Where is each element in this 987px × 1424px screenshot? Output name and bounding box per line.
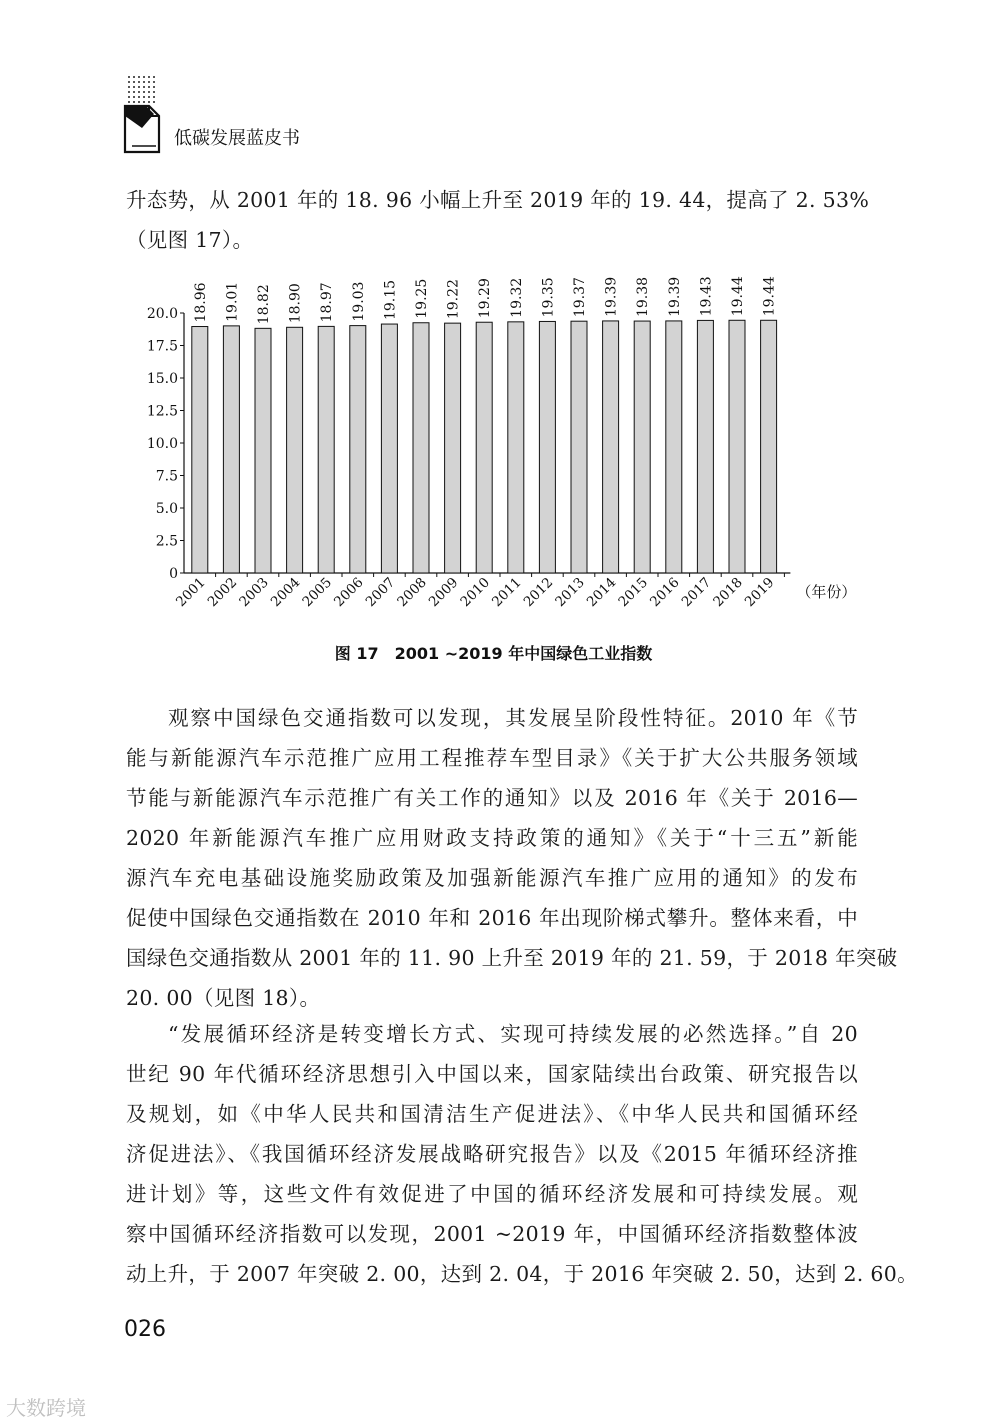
text-line: 升态势，从 2001 年的 18. 96 小幅上升至 2019 年的 19. 44，提高了 2. 53% bbox=[126, 188, 870, 212]
x-tick-label: 2007 bbox=[362, 574, 399, 611]
text-line: （见图 17）。 bbox=[126, 228, 254, 252]
book-series-title: 低碳发展蓝皮书 bbox=[174, 128, 300, 149]
paragraph-green-transport bbox=[126, 698, 898, 1018]
data-label: 19.38 bbox=[635, 276, 652, 318]
decor-dot bbox=[138, 81, 140, 83]
data-label: 19.39 bbox=[603, 276, 620, 317]
decor-dot bbox=[138, 91, 140, 93]
bar bbox=[223, 326, 239, 573]
decor-dot bbox=[153, 91, 155, 93]
decor-dot bbox=[138, 96, 140, 98]
decor-dot bbox=[148, 76, 150, 78]
decor-dot bbox=[133, 91, 135, 93]
y-tick-label: 7.5 bbox=[155, 468, 178, 485]
decor-dot bbox=[148, 81, 150, 83]
y-tick-label: 5.0 bbox=[155, 501, 178, 517]
data-label: 19.37 bbox=[572, 277, 588, 318]
data-label: 18.97 bbox=[319, 282, 336, 323]
x-tick-label: 2013 bbox=[552, 574, 588, 611]
bar bbox=[666, 321, 682, 573]
text-line: 节能与新能源汽车示范推广有关工作的通知》以及 2016 年《关于 2016— bbox=[126, 786, 858, 810]
decor-dot bbox=[153, 81, 155, 83]
text-line: 观察中国绿色交通指数可以发现，其发展呈阶段性特征。2010 年《节 bbox=[168, 706, 858, 730]
decor-dot bbox=[133, 96, 135, 98]
data-label: 19.29 bbox=[477, 278, 494, 319]
x-tick-label: 2002 bbox=[204, 574, 241, 611]
decor-dot bbox=[128, 81, 130, 83]
book-logo-icon bbox=[122, 102, 162, 156]
decor-dot bbox=[143, 86, 145, 88]
bar bbox=[634, 321, 650, 573]
x-tick-label: 2001 bbox=[173, 574, 209, 611]
data-label: 19.01 bbox=[224, 281, 241, 322]
bar bbox=[603, 321, 619, 573]
bar bbox=[476, 322, 492, 573]
decor-dot bbox=[128, 86, 130, 88]
bar bbox=[413, 323, 429, 573]
bar bbox=[697, 320, 713, 573]
data-label: 19.32 bbox=[508, 277, 525, 318]
text-line: 及规划，如《中华人民共和国清洁生产促进法》、《中华人民共和国循环经 bbox=[126, 1102, 858, 1126]
bar bbox=[318, 326, 334, 573]
x-tick-label: 2012 bbox=[520, 574, 557, 611]
x-tick-label: 2009 bbox=[425, 574, 462, 611]
text-line: 促使中国绿色交通指数在 2010 年和 2016 年出现阶梯式攀升。整体来看，中 bbox=[126, 906, 858, 930]
x-tick-label: 2006 bbox=[331, 574, 367, 611]
y-tick-label: 15.0 bbox=[146, 371, 178, 387]
bar bbox=[287, 327, 303, 573]
text-line: 20. 00（见图 18）。 bbox=[126, 986, 321, 1010]
decor-dot bbox=[153, 86, 155, 88]
data-label: 19.43 bbox=[698, 276, 715, 317]
data-label: 19.25 bbox=[414, 278, 430, 319]
bar bbox=[255, 328, 271, 573]
y-tick-label: 12.5 bbox=[146, 403, 178, 420]
decor-dot bbox=[138, 76, 140, 78]
text-line: 世纪 90 年代循环经济思想引入中国以来，国家陆续出台政策、研究报告以 bbox=[126, 1062, 858, 1086]
figure-caption: 图 17 2001 ~2019 年中国绿色工业指数 bbox=[334, 644, 653, 663]
y-tick-label: 2.5 bbox=[155, 533, 178, 550]
x-tick-label: 2011 bbox=[489, 574, 525, 611]
decor-dot bbox=[133, 86, 135, 88]
bar bbox=[729, 320, 745, 573]
decor-dot bbox=[148, 96, 150, 98]
bar bbox=[571, 321, 587, 573]
decor-dot bbox=[143, 81, 145, 83]
x-tick-label: 2005 bbox=[299, 574, 336, 611]
decor-dot bbox=[138, 86, 140, 88]
decor-dot bbox=[143, 76, 145, 78]
bar bbox=[192, 327, 208, 573]
decor-dot bbox=[128, 76, 130, 78]
intro-paragraph bbox=[126, 180, 870, 260]
green-industry-index-bar-chart bbox=[130, 272, 857, 617]
x-tick-label: 2016 bbox=[647, 574, 683, 611]
data-label: 18.96 bbox=[192, 282, 209, 323]
x-tick-label: 2004 bbox=[267, 574, 304, 611]
x-axis-unit-label: （年份） bbox=[796, 583, 857, 601]
data-label: 18.90 bbox=[287, 283, 304, 324]
data-label: 18.82 bbox=[256, 284, 272, 325]
running-header bbox=[122, 76, 422, 160]
watermark-text: 大数跨境 bbox=[6, 1396, 86, 1420]
text-line: 源汽车充电基础设施奖励政策及加强新能源汽车推广应用的通知》的发布 bbox=[126, 866, 858, 890]
bar bbox=[445, 323, 461, 573]
x-tick-label: 2003 bbox=[236, 574, 272, 611]
decor-dot bbox=[133, 76, 135, 78]
x-tick-label: 2019 bbox=[741, 574, 778, 611]
data-label: 19.03 bbox=[350, 281, 367, 322]
bar bbox=[539, 321, 555, 573]
decor-dot bbox=[148, 91, 150, 93]
y-tick-label: 10.0 bbox=[146, 436, 178, 452]
decor-dot bbox=[133, 81, 135, 83]
text-line: “发展循环经济是转变增长方式、实现可持续发展的必然选择。”自 20 bbox=[168, 1022, 858, 1046]
y-tick-label: 20.0 bbox=[146, 306, 178, 322]
decor-dot bbox=[153, 96, 155, 98]
data-label: 19.44 bbox=[730, 276, 746, 317]
data-label: 19.35 bbox=[540, 277, 557, 318]
x-tick-label: 2018 bbox=[710, 574, 746, 611]
x-tick-label: 2008 bbox=[394, 574, 430, 611]
text-line: 济促进法》、《我国循环经济发展战略研究报告》以及《2015 年循环经济推 bbox=[126, 1142, 858, 1166]
data-label: 19.39 bbox=[666, 276, 683, 317]
y-tick-label: 0 bbox=[169, 566, 178, 582]
text-line: 察中国循环经济指数可以发现，2001 ~2019 年，中国循环经济指数整体波 bbox=[126, 1222, 858, 1246]
bar bbox=[381, 324, 397, 573]
x-tick-label: 2015 bbox=[615, 574, 652, 611]
text-line: 动上升，于 2007 年突破 2. 00，达到 2. 04，于 2016 年突破 2. 50，达到 2. 60。 bbox=[126, 1262, 918, 1286]
decor-dot bbox=[143, 96, 145, 98]
text-line: 能与新能源汽车示范推广应用工程推荐车型目录》《关于扩大公共服务领域 bbox=[126, 746, 858, 770]
decor-dot bbox=[128, 91, 130, 93]
y-tick-label: 17.5 bbox=[146, 338, 178, 355]
decor-dot bbox=[148, 86, 150, 88]
x-tick-label: 2010 bbox=[457, 574, 494, 611]
data-label: 19.44 bbox=[761, 276, 778, 317]
data-label: 19.22 bbox=[445, 279, 462, 320]
page-number: 026 bbox=[124, 1317, 166, 1342]
bar bbox=[761, 320, 777, 573]
data-label: 19.15 bbox=[382, 279, 399, 321]
paragraph-circular-economy bbox=[126, 1014, 918, 1294]
x-tick-label: 2017 bbox=[678, 574, 715, 611]
decor-dot bbox=[153, 76, 155, 78]
text-line: 2020 年新能源汽车推广应用财政支持政策的通知》《关于“十三五”新能 bbox=[126, 826, 858, 850]
text-line: 进计划》等，这些文件有效促进了中国的循环经济发展和可持续发展。观 bbox=[126, 1182, 858, 1206]
bar bbox=[508, 322, 524, 573]
decor-dot bbox=[128, 96, 130, 98]
text-line: 国绿色交通指数从 2001 年的 11. 90 上升至 2019 年的 21. 59，于 2018 年突破 bbox=[126, 946, 898, 970]
decor-dot bbox=[143, 91, 145, 93]
bar bbox=[350, 326, 366, 573]
x-tick-label: 2014 bbox=[583, 574, 620, 611]
